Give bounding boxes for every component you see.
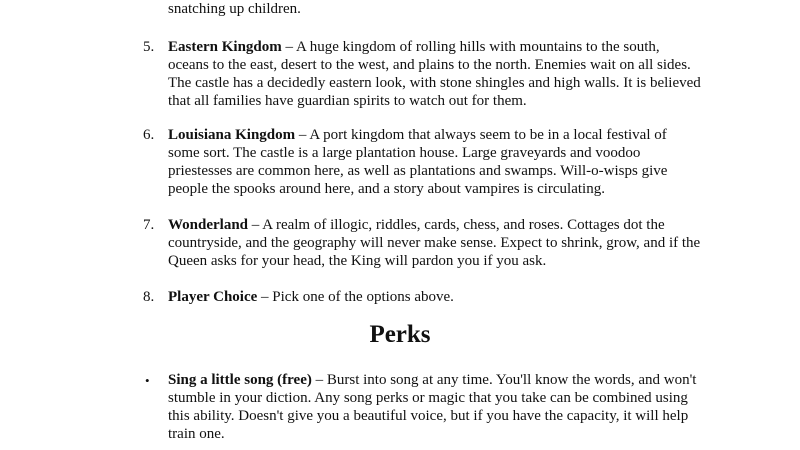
list-item-text: oceans to the east, desert to the west, and plains to the north. Enemies wait on all sides. [168,57,691,73]
list-item-louisiana-kingdom [168,126,733,198]
list-item-eastern-kingdom [168,38,733,110]
list-item-title: Louisiana Kingdom [168,127,296,143]
list-number: 8. [143,289,155,305]
list-item-wonderland [168,216,733,270]
list-item-text: Queen asks for your head, the King will pardon you if you ask. [168,253,547,269]
list-item-text: – A port kingdom that always seem to be in a local festival of [295,127,667,143]
list-item-title: Player Choice [168,289,258,305]
list-number: 6. [143,127,155,143]
list-item-first-line [168,288,733,306]
bullet-icon: • [145,373,150,388]
list-item-title: Wonderland [168,217,249,233]
perk-text: – Burst into song at any time. You'll know the words, and won't [311,372,697,388]
list-item-text: – Pick one of the options above. [257,289,454,305]
list-item-first-line [168,216,733,234]
list-number: 7. [143,217,155,233]
previous-item-continuation [168,0,733,18]
list-item-first-line [168,38,733,56]
perk-text: stumble in your diction. Any song perks or magic that you take can be combined using [168,390,688,406]
list-item-text: priestesses are common here, as well as plantations and swamps. Will-o-wisps give [168,163,668,179]
perk-text: train one. [168,426,225,442]
list-item-text: – A huge kingdom of rolling hills with mountains to the south, [281,39,660,55]
list-item-text: that all families have guardian spirits to watch out for them. [168,93,527,109]
list-item-text: countryside, and the geography will never make sense. Expect to shrink, grow, and if the [168,235,701,251]
continuation-line: snatching up children. [168,1,301,17]
list-item-first-line [168,126,733,144]
perk-text: this ability. Doesn't give you a beautiful voice, but if you have the capacity, it will help [168,408,689,424]
perk-first-line [168,371,733,389]
list-item-text: some sort. The castle is a large plantation house. Large graveyards and voodoo [168,145,641,161]
list-item-text: people the spooks around here, and a story about vampires is circulating. [168,181,605,197]
list-item-player-choice [168,288,733,306]
list-item-text: – A realm of illogic, riddles, cards, chess, and roses. Cottages dot the [248,217,665,233]
list-number: 5. [143,39,155,55]
perk-sing-a-little-song [168,371,733,443]
perk-title: Sing a little song (free) [168,372,312,388]
list-item-title: Eastern Kingdom [168,39,282,55]
list-item-text: The castle has a decidedly eastern look, with stone shingles and high walls. It is believed [168,75,701,91]
section-heading-perks: Perks [369,321,431,348]
